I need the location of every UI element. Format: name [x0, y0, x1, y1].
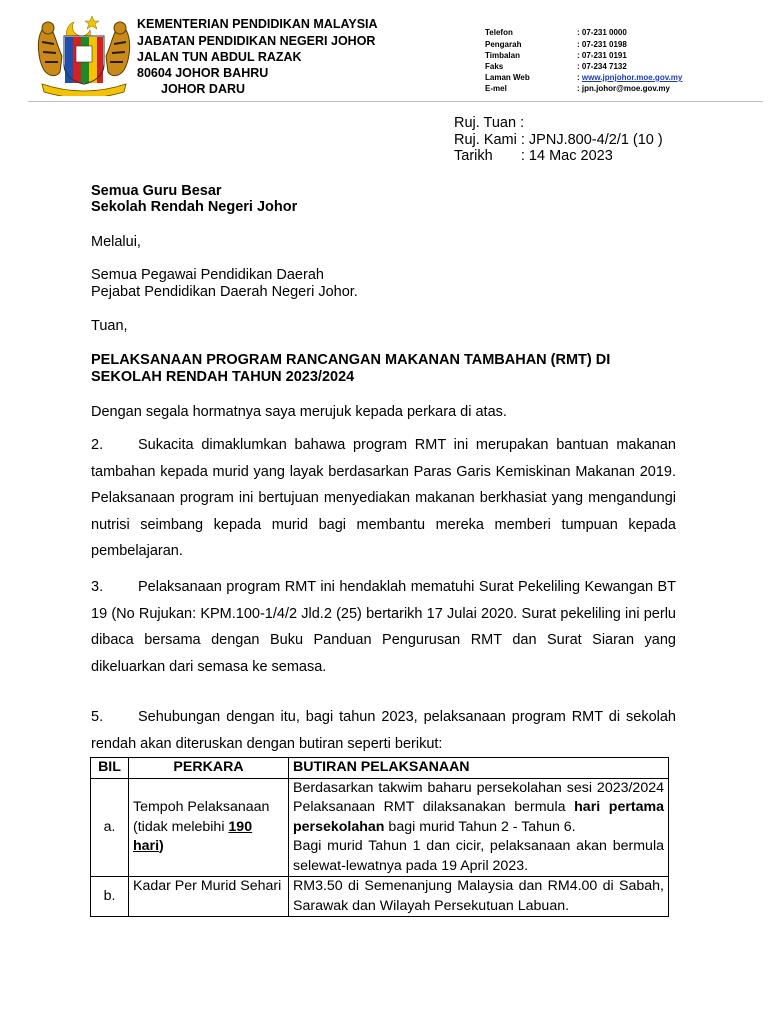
contact-value: : 07-234 7132: [577, 62, 627, 71]
subject-line-2: SEKOLAH RENDAH TAHUN 2023/2024: [91, 369, 355, 385]
cell-butiran: Berdasarkan takwim baharu persekolahan sesi 2023/2024 Pelaksanaan RMT dilaksanakan bermula hari pertama persekolahan bagi murid Tahun 2 - Tahun 6. Bagi murid Tahun 1 dan cicir, pelaksanaan akan bermula selewat-lewatnya pada 19 April 2023.: [289, 778, 669, 877]
table-row: [91, 778, 669, 877]
contact-value: : 07-231 0191: [577, 51, 627, 60]
table-header-row: [91, 758, 669, 779]
ref-ruj-tuan: Ruj. Tuan :: [454, 115, 525, 131]
state-crest-logo: [34, 12, 134, 96]
paragraph-5: [91, 704, 676, 757]
salutation: Tuan,: [91, 318, 128, 334]
ref-ruj-kami: Ruj. Kami : JPNJ.800-4/2/1 (10 ): [454, 132, 663, 148]
contact-label: E-mel: [485, 84, 507, 93]
opening-sentence: Dengan segala hormatnya saya merujuk kepada perkara di atas.: [91, 404, 507, 420]
implementation-table: [90, 757, 669, 917]
paragraph-text: Sukacita dimaklumkan bahawa program RMT ini merupakan bantuan makanan tambahan kepada murid yang layak berdasarkan Paras Garis Kemiskinan Makanan 2019. Pelaksanaan program ini bertujuan menyediakan makanan berkhasiat yang mengandungi nutrisi seimbang kepada murid bagi membantu mereka memberi tumpuan kepada pembelajaran.: [91, 437, 676, 559]
org-name-department: JABATAN PENDIDIKAN NEGERI JOHOR: [137, 34, 376, 48]
paragraph-number: 3.: [91, 579, 104, 595]
contact-label: Laman Web: [485, 73, 530, 82]
cell-butiran: RM3.50 di Semenanjung Malaysia dan RM4.00 di Sabah, Sarawak dan Wilayah Persekutuan Labuan.: [289, 877, 669, 917]
header-perkara: PERKARA: [129, 758, 289, 779]
header-divider: [28, 101, 763, 102]
via-line-2: Pejabat Pendidikan Daerah Negeri Johor.: [91, 284, 358, 300]
ref-tarikh: Tarikh : 14 Mac 2023: [454, 148, 613, 164]
header-bil: BIL: [91, 758, 129, 779]
paragraph-number: 2.: [91, 437, 104, 453]
contact-label: Pengarah: [485, 40, 522, 49]
contact-value: : jpn.johor@moe.gov.my: [577, 84, 670, 93]
paragraph-number: 5.: [91, 709, 104, 725]
org-address-state: JOHOR DARU: [161, 82, 246, 96]
paragraph-3: [91, 574, 676, 680]
via-label: Melalui,: [91, 234, 141, 250]
org-address-street: JALAN TUN ABDUL RAZAK: [137, 50, 302, 64]
contact-label: Telefon: [485, 28, 513, 37]
cell-perkara: Tempoh Pelaksanaan (tidak melebihi 190 hari): [129, 778, 289, 877]
subject-line-1: PELAKSANAAN PROGRAM RANCANGAN MAKANAN TAMBAHAN (RMT) DI: [91, 352, 611, 368]
via-line-1: Semua Pegawai Pendidikan Daerah: [91, 267, 324, 283]
contact-value: : 07-231 0198: [577, 40, 627, 49]
paragraph-2: [91, 432, 676, 565]
recipient-line-1: Semua Guru Besar: [91, 183, 222, 199]
cell-bil: b.: [91, 877, 129, 917]
cell-perkara: Kadar Per Murid Sehari: [129, 877, 289, 917]
contact-value: : 07-231 0000: [577, 28, 627, 37]
contact-label: Timbalan: [485, 51, 520, 60]
recipient-line-2: Sekolah Rendah Negeri Johor: [91, 199, 298, 215]
header-butiran: BUTIRAN PELAKSANAAN: [289, 758, 669, 779]
cell-bil: a.: [91, 778, 129, 877]
paragraph-text: Pelaksanaan program RMT ini hendaklah mematuhi Surat Pekeliling Kewangan BT 19 (No Rujukan: KPM.100-1/4/2 Jld.2 (25) bertarikh 17 Julai 2020. Surat pekeliling ini perlu dibaca bersama dengan Buku Panduan Pengurusan RMT dan Surat Siaran yang dikeluarkan dari semasa ke semasa.: [91, 579, 676, 675]
table-row: [91, 877, 669, 917]
contact-label: Faks: [485, 62, 504, 71]
org-address-postcode: 80604 JOHOR BAHRU: [137, 66, 269, 80]
contact-value: : www.jpnjohor.moe.gov.my: [577, 73, 683, 82]
website-link[interactable]: www.jpnjohor.moe.gov.my: [581, 73, 683, 82]
paragraph-text: Sehubungan dengan itu, bagi tahun 2023, pelaksanaan program RMT di sekolah rendah akan diteruskan dengan butiran seperti berikut:: [91, 709, 676, 752]
org-name-ministry: KEMENTERIAN PENDIDIKAN MALAYSIA: [137, 17, 378, 31]
